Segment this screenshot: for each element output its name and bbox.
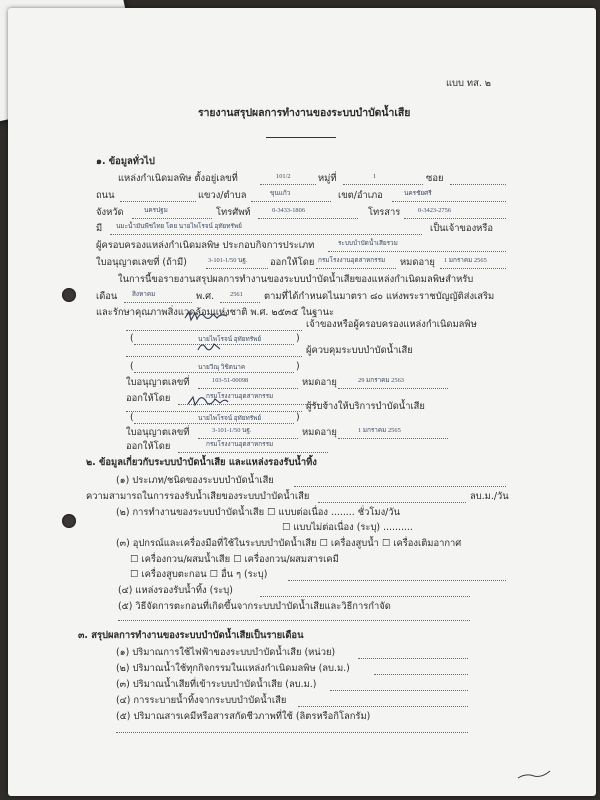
provider-role: ผู้รับจ้างให้บริการบำบัดน้ำเสีย: [306, 401, 425, 412]
moo-value: 1: [373, 173, 377, 180]
s3-item-2: (๒) ปริมาณน้ำใช้ทุกกิจกรรมในแหล่งกำเนิดมลพิษ (ลบ.ม.): [116, 663, 350, 674]
owner-role: เจ้าของหรือผู้ครอบครองแหล่งกำเนิดมลพิษ: [306, 319, 477, 330]
document-title: รายงานสรุปผลการทำงานของระบบบำบัดน้ำเสีย: [198, 107, 411, 119]
s2-item-1: (๑) ประเภท/ชนิดของระบบบำบัดน้ำเสีย: [116, 475, 274, 486]
year-value: 2561: [230, 291, 243, 298]
moo-label: หมู่ที่: [318, 173, 337, 184]
by-label: มี: [96, 223, 103, 234]
pen-mark: [516, 768, 552, 782]
punch-hole: [62, 288, 76, 302]
controller-license-value: 103-51-00098: [212, 377, 249, 384]
fax-label: โทรสาร: [368, 207, 401, 218]
s2-item-3: (๓) อุปกรณ์และเครื่องมือที่ใช้ในระบบบำบัดน้ำเสีย ☐ เครื่องสูบน้ำ ☐ เครื่องเติมอากาศ: [116, 538, 462, 549]
s2-item-4: (๔) แหล่งรองรับน้ำทิ้ง (ระบุ): [118, 585, 233, 596]
provider-issuer-label: ออกให้โดย: [126, 441, 171, 452]
controller-signature: [194, 340, 224, 354]
month-value: สิงหาคม: [132, 291, 156, 298]
controller-role: ผู้ควบคุมระบบบำบัดน้ำเสีย: [306, 345, 413, 356]
issuer-label: ออกให้โดย: [270, 257, 315, 268]
phone-label: โทรศัพท์: [216, 207, 251, 218]
controller-expiry-label: หมดอายุ: [302, 377, 337, 388]
section-3-heading: ๓. สรุปผลการทำงานของระบบบำบัดน้ำเสียเป็นรายเดือน: [78, 630, 304, 641]
fax-value: 0-3423-2756: [418, 207, 452, 214]
punch-hole: [62, 514, 76, 528]
owner-signature: [183, 309, 229, 323]
provider-name: นายไพโรจน์ อุทัยทรัพย์: [198, 415, 262, 422]
phone-value: 0-3433-1806: [272, 207, 306, 214]
s3-item-5: (๕) ปริมาณสารเคมีหรือสารสกัดชีวภาพที่ใช้ (ลิตรหรือกิโลกรัม): [116, 711, 371, 722]
owner-name: นายไพโรจน์ อุทัยทรัพย์: [198, 336, 262, 343]
s2-item-2: (๒) การทำงานของระบบบำบัดน้ำเสีย ☐ แบบต่อเนื่อง ........ ชั่วโมง/วัน: [116, 507, 400, 518]
owner-line-value: นมะน้ำมันพืชไทย โดย นายไพโรจน์ อุทัยทรัพย์: [116, 223, 242, 230]
provider-expiry-value: 1 มกราคม 2565: [358, 427, 401, 434]
section-2-heading: ๒. ข้อมูลเกี่ยวกับระบบบำบัดน้ำเสีย และแหล่งรองรับน้ำทิ้ง: [86, 457, 317, 468]
s2-item-3b: ☐ เครื่องกวน/ผสมน้ำเสีย ☐ เครื่องกวน/ผสมสารเคมี: [130, 554, 339, 565]
owner-suffix: เป็นเจ้าของหรือ: [430, 223, 493, 234]
s2-item-2b: ☐ แบบไม่ต่อเนื่อง (ระบุ) ..........: [282, 522, 413, 533]
controller-label: ผู้ครอบครองแหล่งกำเนิดมลพิษ ประกอบกิจการประเภท: [96, 240, 315, 251]
soi-label: ซอย: [426, 173, 444, 184]
province-label: จังหวัด: [96, 207, 124, 218]
s3-item-1: (๑) ปริมาณการใช้ไฟฟ้าของระบบบำบัดน้ำเสีย (หน่วย): [116, 647, 336, 658]
provider-signature: [186, 394, 230, 408]
controller-issuer-label: ออกให้โดย: [126, 393, 171, 404]
expiry-value: 1 มกราคม 2565: [444, 257, 487, 264]
s2-capacity-unit: ลบ.ม./วัน: [470, 491, 509, 502]
year-label: พ.ศ.: [196, 291, 215, 302]
district-value: นครชัยศรี: [404, 190, 432, 197]
source-label: แหล่งกำเนิดมลพิษ ตั้งอยู่เลขที่: [118, 173, 238, 184]
provider-expiry-label: หมดอายุ: [302, 427, 337, 438]
s3-item-3: (๓) ปริมาณน้ำเสียที่เข้าระบบบำบัดน้ำเสีย (ลบ.ม.): [116, 679, 317, 690]
business-type-value: ระบบบำบัดน้ำเสียรวม: [338, 240, 398, 247]
controller-name: นายวีณุ วิชิตนาค: [198, 364, 246, 371]
controller-expiry-value: 29 มกราคม 2563: [358, 377, 404, 384]
s2-item-3c: ☐ เครื่องสูบตะกอน ☐ อื่น ๆ (ระบุ): [130, 569, 268, 580]
document-page: แบบ ทส. ๒ รายงานสรุปผลการทำงานของระบบบำบัดน้ำเสีย ๑. ข้อมูลทั่วไป แหล่งกำเนิดมลพิษ ตั้งอยู่เลขที่ 101/2 หมู่ที่ 1 ซอย ถนน แขวง/ตำบล ขุนแก้ว เขต/อำเภอ นครชัยศรี จังหวัด นครปฐม โทรศัพท์ 0-3433-1806 โทรสาร 0-3423-2756 มี นมะน้ำมันพืชไทย โดย นายไพโรจน์ อุทัยทรัพย์ เป็นเจ้าของหรือ ผู้ครอบครองแหล่งกำเนิดมลพิษ ประกอบกิจการประเภท ระบบบำบัดน้ำเสียรวม ใบอนุญาตเลขที่ (ถ้ามี) 3-101-1/50 นฐ. ออกให้โดย กรมโรงงานอุตสาหกรรม หมดอายุ 1 มกราคม 2565 ในการนี้ขอรายงานสรุปผลการทำงานของระบบบำบัดน้ำเสียของแหล่งกำเนิดมลพิษสำหรับ เดือน สิงหาคม พ.ศ. 2561 ตามที่ได้กำหนดไนมาตรา ๘๐ แห่งพระราชบัญญัติส่งเสริม และรักษาคุณภาพสิ่งแวดล้อมแห่งชาติ พ.ศ. ๒๕๓๕ ในฐานะ เจ้าของหรือผู้ครอบครองแหล่งกำเนิดมลพิษ ( นายไพโรจน์ อุทัยทรัพย์ ) ผู้ควบคุมระบบบำบัดน้ำเสีย ( นายวีณุ วิชิตนาค ) ใบอนุญาตเลขที่ 103-51-00098 หมดอายุ 29 มกราคม 2563 ออกให้โดย กรมโรงงานอุตสาหกรรม ผู้รับจ้างให้บริการบำบัดน้ำเสีย ( นายไพโรจน์ อุทัยทรัพย์ ) ใบอนุญาตเลขที่ 3-101-1/50 นฐ. หมดอายุ 1 มกราคม 2565 ออกให้โดย กรมโรงงานอุตสาหกรรม ๒. ข้อมูลเกี่ยวกับระบบบำบัดน้ำเสีย และแหล่งรองรับน้ำทิ้ง (๑) ประเภท/ชนิดของระบบบำบัดน้ำเสีย ความสามารถในการรองรับน้ำเสียของระบบบำบัดน้ำเสีย ลบ.ม./วัน (๒) การทำงานของระบบบำบัดน้ำเสีย ☐ แบบต่อเนื่อง ........ ชั่วโมง/วัน ☐ แบบไม่ต่อเนื่อง (ระบุ) .......... (๓) อุปกรณ์และเครื่องมือที่ใช้ในระบบบำบัดน้ำเสีย ☐ เครื่องสูบน้ำ ☐ เครื่องเติมอากาศ ☐ เครื่องกวน/ผสมน้ำเสีย ☐ เครื่องกวน/ผสมสารเคมี ☐ เครื่องสูบตะกอน ☐ อื่น ๆ (ระบุ) (๔) แหล่งรองรับน้ำทิ้ง (ระบุ) (๕) วิธีจัดการตะกอนที่เกิดขึ้นจากระบบบำบัดน้ำเสียและวิธีการกำจัด ๓. สรุปผลการทำงานของระบบบำบัดน้ำเสียเป็นรายเดือน (๑) ปริมาณการใช้ไฟฟ้าของระบบบำบัดน้ำเสีย (หน่วย) (๒) ปริมาณน้ำใช้ทุกกิจกรรมในแหล่งกำเนิดมลพิษ (ลบ.ม.) (๓) ปริมาณน้ำเสียที่เข้าระบบบำบัดน้ำเสีย (ลบ.ม.) (๔) การระบายน้ำทิ้งจากระบบบำบัดน้ำเสีย (๕) ปริมาณสารเคมีหรือสารสกัดชีวภาพที่ใช้ (ลิตรหรือกิโลกรัม): [8, 8, 596, 796]
s3-item-4: (๔) การระบายน้ำทิ้งจากระบบบำบัดน้ำเสีย: [116, 695, 287, 706]
provider-license-label: ใบอนุญาตเลขที่: [126, 427, 190, 438]
license-label: ใบอนุญาตเลขที่ (ถ้ามี): [96, 257, 187, 268]
s2-item-5: (๕) วิธีจัดการตะกอนที่เกิดขึ้นจากระบบบำบัดน้ำเสียและวิธีการกำจัด: [118, 601, 391, 612]
road-label: ถนน: [96, 190, 115, 201]
expiry-label: หมดอายุ: [400, 257, 435, 268]
house-number-value: 101/2: [276, 173, 291, 180]
provider-issuer-value: กรมโรงงานอุตสาหกรรม: [206, 441, 274, 448]
law-text: ตามที่ได้กำหนดไนมาตรา ๘๐ แห่งพระราชบัญญัติส่งเสริม: [264, 291, 495, 302]
section-1-heading: ๑. ข้อมูลทั่วไป: [96, 156, 155, 167]
provider-license-value: 3-101-1/50 นฐ.: [212, 427, 252, 434]
district-label: เขต/อำเภอ: [338, 190, 383, 201]
issuer-value: กรมโรงงานอุตสาหกรรม: [318, 257, 386, 264]
law-text-2: และรักษาคุณภาพสิ่งแวดล้อมแห่งชาติ พ.ศ. ๒๕๓๕ ในฐานะ: [96, 307, 335, 318]
month-label: เดือน: [96, 291, 118, 302]
controller-license-label: ใบอนุญาตเลขที่: [126, 377, 190, 388]
title-underline: [266, 137, 336, 138]
controller-issuer-value: กรมโรงงานอุตสาหกรรม: [206, 393, 274, 400]
province-value: นครปฐม: [144, 207, 168, 214]
subdistrict-value: ขุนแก้ว: [270, 190, 291, 197]
subdistrict-label: แขวง/ตำบล: [198, 190, 247, 201]
form-code: แบบ ทส. ๒: [446, 78, 491, 89]
period-text: ในการนี้ขอรายงานสรุปผลการทำงานของระบบบำบัดน้ำเสียของแหล่งกำเนิดมลพิษสำหรับ: [118, 274, 474, 285]
s2-capacity: ความสามารถในการรองรับน้ำเสียของระบบบำบัดน้ำเสีย: [86, 491, 310, 502]
license-value: 3-101-1/50 นฐ.: [208, 257, 248, 264]
